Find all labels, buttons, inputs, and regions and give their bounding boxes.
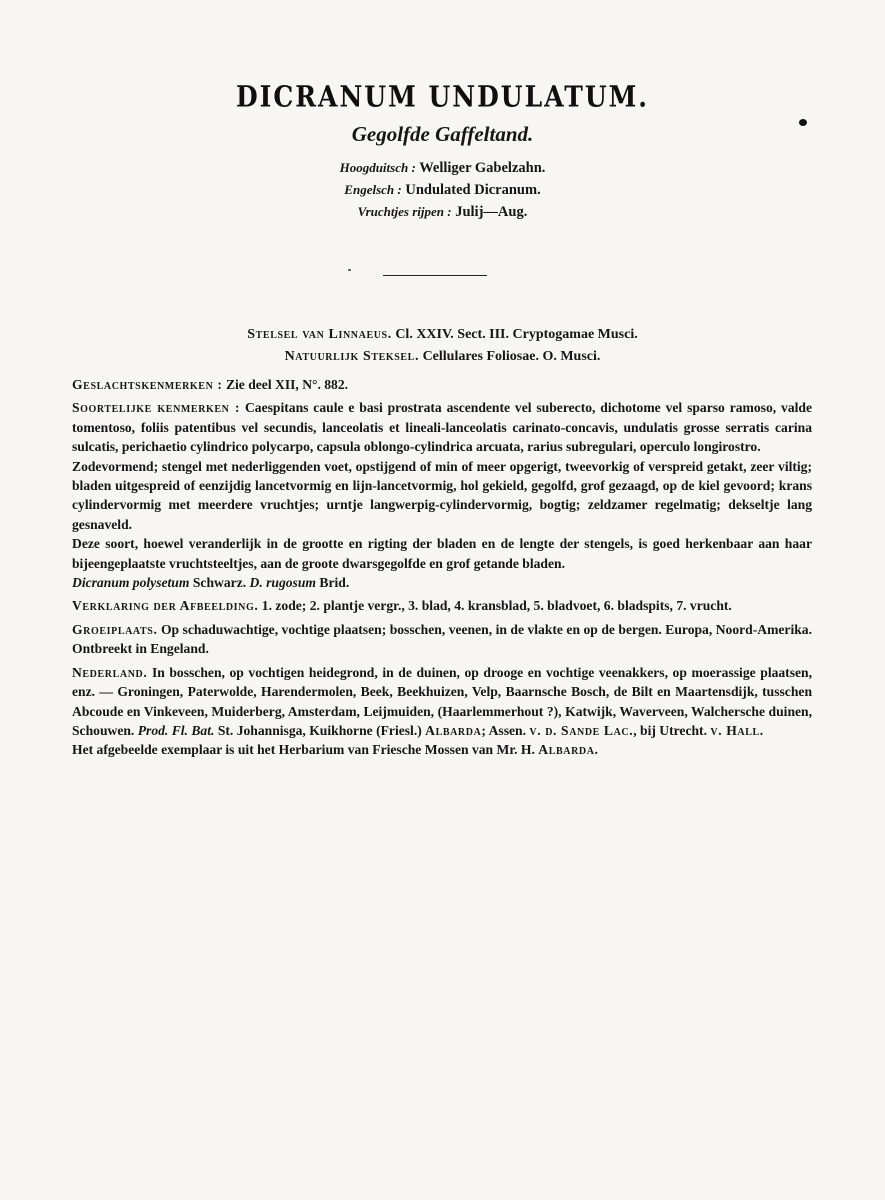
divider-rule — [383, 275, 487, 276]
species-characters-label: Soortelijke kenmerken : — [72, 400, 241, 416]
english-name: Undulated Dicranum. — [405, 182, 541, 198]
synonym-2-author: Brid. — [319, 575, 350, 591]
collector-van-der-sande-lac: v. d. Sande Lac. — [529, 722, 634, 738]
species-characters-text: Caespitans caule e basi prostrata ascendente vel suberecto, dichotome vel sparso ramoso, valde tomentoso, foliis patentibus vel secundis, lanceolatis et lineali-lanceolatis carinato-concavis, undulatis grosse serratis carina sulcatis, perichaetio cylindrico polycarpo, capsula oblongo-cylindrica arcuata, rarius subregulari, operculo longirostro. — [72, 400, 812, 455]
specimen-text: Het afgebeelde exemplaar is uit het Herbarium van Friesche Mossen van Mr. H. — [72, 742, 535, 758]
german-name-line — [0, 160, 885, 177]
figure-explanation — [72, 596, 812, 615]
netherlands-text: In bosschen, op vochtigen heidegrond, in de duinen, op drooge en vochtige veenakkers, op moerassige plaatsen, enz. — Groningen, Paterwolde, Harendermolen, Beek, Beekhuizen, Velp, Baarnsche Bosch, de Bilt en Maartensdijk, tusschen Abcoude en Vinkeveen, Muiderberg, Amsterdam, Leijmuiden, (Haarlemmerhout ?), Katwijk, Waverveen, Walchersche duinen, Schouwen. — [72, 664, 812, 738]
collector-albarda: Albarda — [425, 722, 482, 738]
habitat — [72, 620, 812, 659]
netherlands-text-4: , bij Utrecht. — [633, 722, 707, 738]
linnaeus-label: Stelsel van Linnaeus. — [247, 327, 392, 342]
netherlands-distribution — [72, 663, 812, 741]
linnaeus-system-line — [0, 327, 885, 343]
synonym-1-author: Schwarz. — [192, 575, 247, 591]
german-name: Welliger Gabelzahn. — [419, 160, 546, 176]
species-remarks — [72, 534, 812, 592]
print-speck — [348, 269, 351, 271]
english-name-line — [0, 182, 885, 199]
specimen-note — [72, 740, 812, 759]
ripening-line — [0, 204, 885, 221]
natural-system-line — [0, 349, 885, 365]
german-label: Hoogduitsch : — [339, 160, 416, 175]
species-characters-latin — [72, 398, 812, 456]
specimen-owner: Albarda. — [538, 742, 599, 758]
dutch-name: Gegolfde Gaffeltand. — [351, 122, 534, 146]
genus-text: Zie deel XII, N°. 882. — [225, 377, 349, 392]
netherlands-text-3: ; Assen. — [481, 722, 526, 738]
figure-explanation-label: Verklaring der Afbeelding. — [72, 598, 259, 614]
collector-van-hall: v. Hall. — [710, 722, 764, 738]
genus-label: Geslachtskenmerken : — [72, 377, 223, 392]
synonym-1-name: Dicranum polysetum — [72, 575, 190, 591]
natural-system-value: Cellulares Foliosae. O. Musci. — [422, 349, 601, 364]
ripening-period: Julij—Aug. — [455, 204, 528, 220]
habitat-label: Groeiplaats. — [72, 621, 158, 637]
genus-characters — [72, 375, 812, 394]
flora-reference: Prod. Fl. Bat. — [137, 722, 215, 738]
netherlands-label: Nederland. — [72, 664, 148, 680]
netherlands-text-2: St. Johannisga, Kuikhorne (Friesl.) — [217, 722, 422, 738]
english-label: Engelsch : — [344, 182, 402, 197]
figure-explanation-text: 1. zode; 2. plantje vergr., 3. blad, 4. kransblad, 5. bladvoet, 6. bladspits, 7. vrucht. — [261, 598, 732, 614]
ripening-label: Vruchtjes rijpen : — [357, 204, 452, 219]
species-title: DICRANUM UNDULATUM. — [236, 80, 649, 114]
synonym-2-name: D. rugosum — [249, 575, 316, 591]
natural-system-label: Natuurlijk Steksel. — [284, 349, 420, 364]
description-body — [72, 375, 812, 764]
remarks-text: Deze soort, hoewel veranderlijk in de grootte en rigting der bladen en de lengte der stengels, is goed herkenbaar aan haar bijeengeplaatste vruchtsteeltjes, aan de groote dwarsgegolfde en grof getande bladen. — [72, 536, 812, 571]
habitat-text: Op schaduwachtige, vochtige plaatsen; bosschen, veenen, in de vlakte en op de bergen. Europa, Noord-Amerika. Ontbreekt in Engeland. — [72, 621, 812, 657]
species-characters-dutch: Zodevormend; stengel met nederliggenden voet, opstijgend of min of meer opgerigt, tweevorkig of verspreid getakt, zeer viltig; bladen uitgespreid of eenzijdig lancetvormig en lijn-lancetvormig, hol gekield, gegolfd, grof gezaagd, op de kiel gevoord; krans cylindervormig met meerdere vruchtjes; urntje langwerpig-cylindervormig, bogtig; zeldzamer regelmatig; dekseltje lang gesnaveld. — [72, 458, 812, 532]
linnaeus-value: Cl. XXIV. Sect. III. Cryptogamae Musci. — [395, 327, 638, 342]
